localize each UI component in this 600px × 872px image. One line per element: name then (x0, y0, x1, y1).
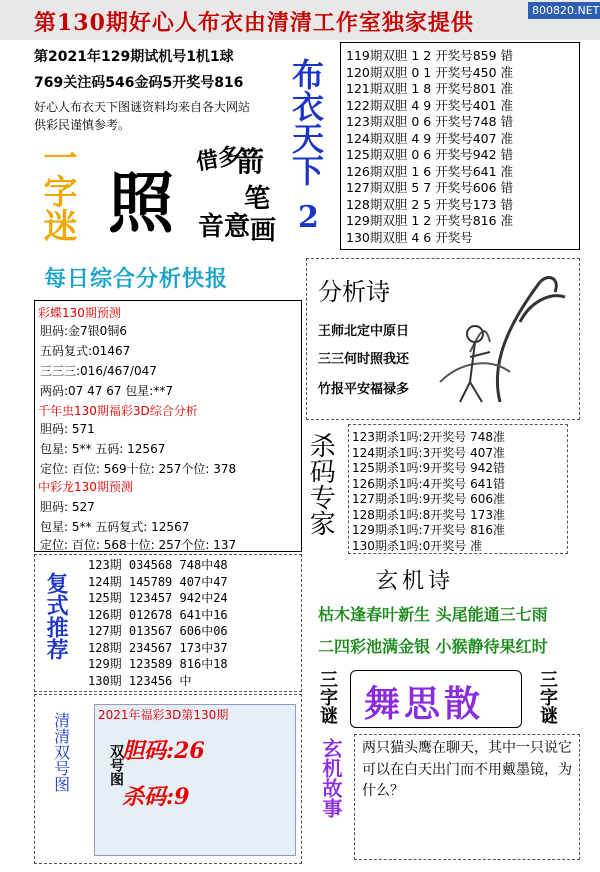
qiannian-title: 千年虫130期福彩3D综合分析 (38, 404, 198, 418)
riddle-hint-1: 借多 (194, 142, 243, 176)
fushi-row: 126期 012678 641中16 (88, 607, 228, 622)
qiannian-line: 包星: 5** 五码: 12567 (40, 442, 166, 456)
caidie-line: 三三三:016/467/047 (40, 364, 157, 378)
daily-report-title: 每日综合分析快报 (44, 266, 229, 292)
fushi-row: 123期 034568 748中48 (88, 558, 228, 572)
shama-row: 129期杀1吗:7开奖号 816准 (352, 523, 505, 537)
xuanji-story-label: 玄机故事 (319, 738, 343, 818)
source-note: 好心人布衣天下图谜资料均来自各大网站 (34, 100, 251, 114)
qingqing-dan-code: 胆码:26 (122, 738, 205, 764)
analysis-poem-title: 分析诗 (318, 278, 390, 306)
caidie-line: 五码复式:01467 (40, 344, 131, 358)
analysis-poem-line: 竹报平安福禄多 (318, 382, 410, 397)
xuanji-poem-line: 枯木逢春叶新生 头尾能通三七雨 (318, 605, 548, 624)
shama-row: 123期杀1吗:2开奖号 748准 (352, 430, 505, 444)
fushi-list (88, 556, 228, 688)
riddle-hint-6: 画 (250, 216, 277, 246)
riddle-hint-3: 笔 (244, 184, 271, 214)
history-row: 129期双胆 1 2 开奖号816 准 (346, 213, 514, 228)
analysis-poem-line: 三三何时照我还 (318, 352, 410, 367)
fushi-title: 复式推荐 (43, 572, 70, 660)
fushi-row: 130期 123456 中 (88, 673, 192, 688)
fushi-row: 125期 123457 942中24 (88, 591, 228, 605)
shama-row: 126期杀1吗:4开奖号 641错 (352, 476, 505, 491)
shama-row: 125期杀1吗:9开奖号 942错 (352, 461, 505, 475)
history-row: 128期双胆 2 5 开奖号173 错 (346, 196, 514, 212)
shama-row: 130期杀1吗:0开奖号 准 (352, 538, 483, 553)
history-row: 124期双胆 4 9 开奖号407 准 (346, 130, 514, 146)
caidie-line: 胆码:金7银0铜6 (40, 324, 127, 338)
focus-code-line: 769关注码546金码5开奖号816 (34, 75, 244, 91)
three-char-riddle-main: 舞思散 (364, 683, 485, 725)
three-char-riddle-label-right: 三字谜 (537, 670, 558, 724)
qingqing-side-text: 双号图 (108, 744, 124, 786)
qiannian-line: 定位: 百位: 569十位: 257个位: 378 (40, 462, 237, 476)
test-number-line: 第2021年129期试机号1机1球 (34, 49, 234, 65)
fushi-row: 124期 145789 407中47 (88, 574, 228, 589)
history-row: 122期双胆 4 9 开奖号401 准 (346, 97, 514, 113)
riddle-hint-2: 箭 (236, 145, 265, 178)
shama-expert-title: 杀码专家 (305, 432, 336, 536)
history-row: 120期双胆 0 1 开奖号450 准 (346, 64, 514, 80)
riddle-hint-5: 意 (224, 212, 251, 242)
history-row: 127期双胆 5 7 开奖号606 错 (346, 180, 514, 195)
zhongcailong-line: 包星: 5** 五码复式: 12567 (40, 520, 190, 534)
caidie-title: 彩蝶130期预测 (38, 306, 121, 320)
history-row: 126期双胆 1 6 开奖号641 准 (346, 163, 514, 179)
fushi-row: 127期 013567 606中06 (88, 624, 228, 638)
shama-row: 124期杀1吗:3开奖号 407准 (352, 445, 505, 460)
caidie-line: 两码:07 47 67 包星:**7 (40, 384, 173, 398)
story-text: 两只猫头鹰在聊天，其中一只说它可以在白天出门而不用戴墨镜，为什么？ (362, 740, 572, 800)
riddle-main-char: 照 (108, 164, 174, 242)
buyi-title: 布衣天下 (287, 58, 325, 186)
three-char-riddle-label-left: 三字谜 (317, 670, 338, 724)
qingqing-label: 清清双号图 (51, 712, 71, 792)
zhongcailong-line: 胆码: 527 (40, 500, 95, 514)
zhongcailong-line: 定位: 百位: 568十位: 257个位: 137 (40, 538, 237, 552)
history-row: 123期双胆 0 6 开奖号748 错 (346, 114, 514, 129)
zhongcailong-title: 中彩龙130期预测 (38, 480, 133, 494)
shama-row: 128期杀1吗:8开奖号 173准 (352, 507, 505, 522)
history-list (346, 46, 513, 244)
shama-list (352, 428, 505, 552)
qingqing-sha-code: 杀码:9 (122, 784, 190, 810)
page-title: 第130期好心人布衣由清清工作室独家提供 (34, 10, 474, 36)
shama-row: 127期杀1吗:9开奖号 606准 (352, 492, 505, 506)
qingqing-year-title: 2021年福彩3D第130期 (98, 708, 229, 722)
riddle-hint-4: 音 (198, 212, 225, 242)
history-row: 121期双胆 1 8 开奖号801 准 (346, 81, 514, 96)
history-row: 125期双胆 0 6 开奖号942 错 (346, 147, 514, 162)
fushi-row: 129期 123589 816中18 (88, 657, 228, 671)
one-char-riddle-label: 一字迷 (37, 140, 77, 242)
xuanji-poem-title: 玄机诗 (376, 569, 455, 594)
buyi-number: 2 (298, 200, 319, 235)
history-row: 130期双胆 4 6 开奖号 (346, 229, 473, 245)
qiannian-line: 胆码: 571 (40, 422, 95, 436)
fushi-row: 128期 234567 173中37 (88, 640, 228, 655)
analysis-poem-line: 王师北定中原日 (318, 324, 410, 339)
site-badge[interactable]: 800820.NET (528, 2, 600, 19)
fisherman-illustration (430, 262, 570, 412)
xuanji-poem-line: 二四彩池满金银 小猴静待果红时 (318, 637, 548, 656)
caution-note: 供彩民谨慎参考。 (34, 118, 131, 132)
history-row: 119期双胆 1 2 开奖号859 错 (346, 48, 514, 63)
